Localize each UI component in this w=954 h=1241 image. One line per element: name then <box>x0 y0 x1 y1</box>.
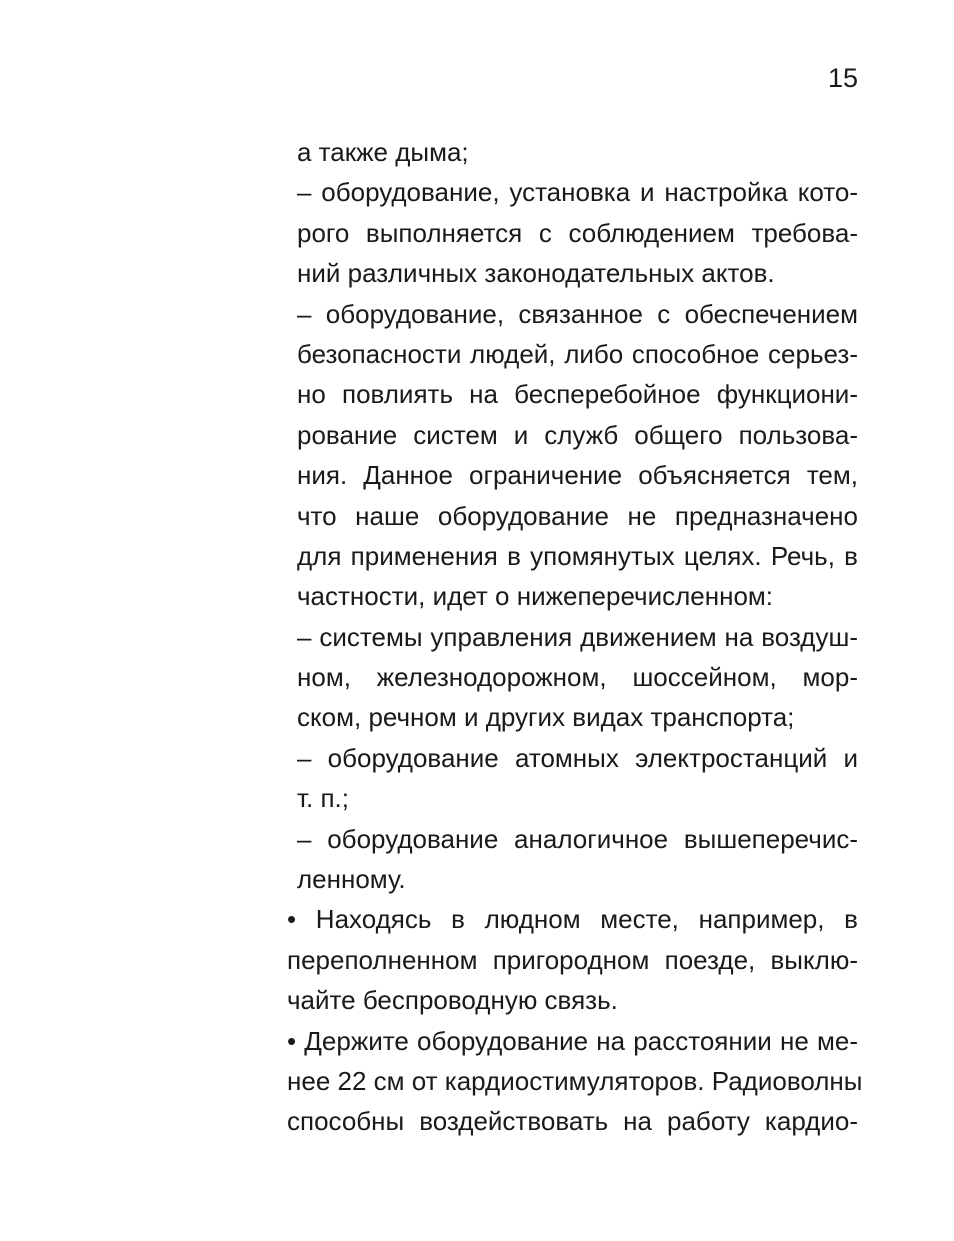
text-line: что наше оборудование не предназначено <box>297 500 858 531</box>
text-line: чайте беспроводную связь. <box>287 985 618 1016</box>
text-line: а также дыма; <box>297 137 469 167</box>
text-line: переполненном пригородном поезде, выклю- <box>287 944 858 975</box>
text-line: – оборудование аналогичное вышеперечис- <box>297 823 858 854</box>
text-line: рование систем и служб общего пользова- <box>297 419 858 450</box>
text-line: – оборудование, связанное с обеспечением <box>297 298 858 329</box>
text-line: ском, речном и других видах транспорта; <box>297 702 795 733</box>
text-line: нее 22 см от кардиостимуляторов. Радиоволны <box>287 1065 863 1096</box>
text-line: – оборудование, установка и настройка кото- <box>297 177 858 208</box>
text-line: безопасности людей, либо способное серьез- <box>297 338 858 369</box>
text-line: – системы управления движением на воздуш- <box>297 621 858 652</box>
text-line: для применения в упомянутых целях. Речь, в <box>297 540 858 571</box>
text-line: ния. Данное ограничение объясняется тем, <box>297 460 858 491</box>
text-line: ном, железнодорожном, шоссейном, мор- <box>297 662 858 693</box>
body-text <box>287 132 863 1142</box>
text-line: ленному. <box>297 864 406 895</box>
text-line: но повлиять на бесперебойное функциони- <box>297 379 858 410</box>
text-line: • Держите оборудование на расстоянии не ме- <box>287 1025 858 1056</box>
text-line: ний различных законодательных актов. <box>297 258 775 289</box>
text-line: способны воздействовать на работу кардио- <box>287 1106 858 1137</box>
text-line: • Находясь в людном месте, например, в <box>287 904 858 935</box>
text-line: т. п.; <box>297 783 349 814</box>
text-line: рого выполняется с соблюдением требова- <box>297 217 858 248</box>
page-number: 15 <box>827 63 858 93</box>
text-line: – оборудование атомных электростанций и <box>297 742 858 773</box>
text-line: частности, идет о нижеперечисленном: <box>297 581 774 612</box>
